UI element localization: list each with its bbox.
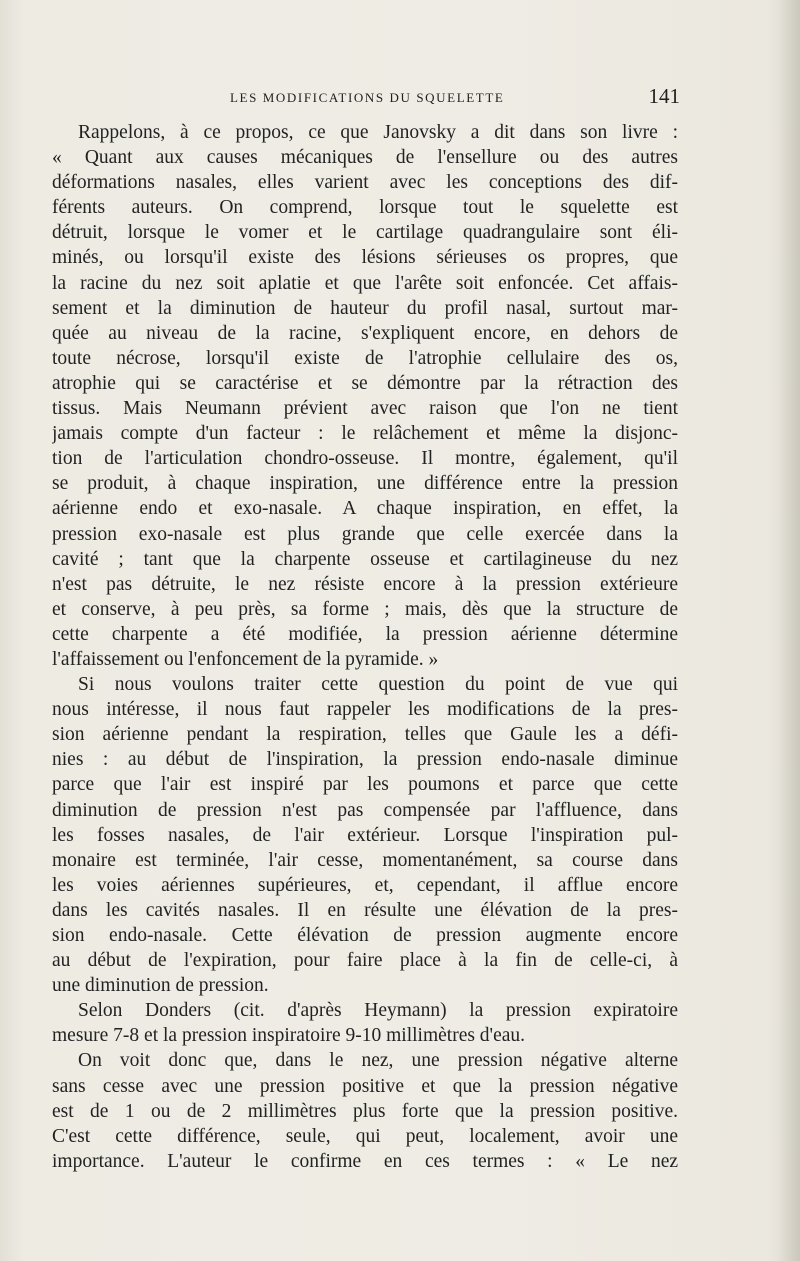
text-line: mesure 7-8 et la pression inspiratoire 9-10 millimètres d'eau. xyxy=(52,1025,526,1047)
page-header xyxy=(222,86,680,110)
text-line: nous intéresse, il nous faut rappeler les modifications de la pres- xyxy=(52,699,678,721)
text-line: est de 1 ou de 2 millimètres plus forte que la pression positive. xyxy=(52,1100,678,1122)
text-line: Si nous voulons traiter cette question du point de vue qui xyxy=(78,674,678,696)
text-line: atrophie qui se caractérise et se démontre par la rétraction des xyxy=(52,372,678,394)
text-line: toute nécrose, lorsqu'il existe de l'atrophie cellulaire des os, xyxy=(52,347,678,369)
text-line: au début de l'expiration, pour faire place à la fin de celle-ci, à xyxy=(52,950,678,972)
text-line: n'est pas détruite, le nez résiste encore à la pression extérieure xyxy=(52,573,678,595)
text-line: aérienne endo et exo-nasale. A chaque inspiration, en effet, la xyxy=(52,498,678,520)
text-line: quée au niveau de la racine, s'expliquent encore, en dehors de xyxy=(52,322,678,344)
page-edge-shadow xyxy=(778,0,800,1261)
text-line: cavité ; tant que la charpente osseuse et cartilagineuse du nez xyxy=(52,548,678,570)
text-line: Selon Donders (cit. d'après Heymann) la pression expiratoire xyxy=(78,1000,678,1022)
running-head: LES MODIFICATIONS DU SQUELETTE xyxy=(230,90,505,105)
text-line: dans les cavités nasales. Il en résulte une élévation de la pres- xyxy=(52,899,678,921)
text-line: sion endo-nasale. Cette élévation de pression augmente encore xyxy=(52,925,678,946)
text-line: monaire est terminée, l'air cesse, momentanément, sa course dans xyxy=(52,849,678,871)
text-line: sans cesse avec une pression positive et que la pression négative xyxy=(52,1075,678,1097)
text-line: On voit donc que, dans le nez, une pression négative alterne xyxy=(78,1050,678,1072)
page-number: 141 xyxy=(648,84,680,108)
text-line: tissus. Mais Neumann prévient avec raison que l'on ne tient xyxy=(52,398,678,420)
text-line: C'est cette différence, seule, qui peut, localement, avoir une xyxy=(52,1125,678,1147)
text-line: jamais compte d'un facteur : le relâchement et même la disjonc- xyxy=(52,423,678,445)
text-line: se produit, à chaque inspiration, une différence entre la pression xyxy=(52,473,678,495)
text-line: pression exo-nasale est plus grande que celle exercée dans la xyxy=(52,523,678,545)
text-line: la racine du nez soit aplatie et que l'arête soit enfoncée. Cet affais- xyxy=(52,272,678,294)
text-line: diminution de pression n'est pas compensée par l'affluence, dans xyxy=(52,799,678,821)
text-line: tion de l'articulation chondro-osseuse. Il montre, également, qu'il xyxy=(52,448,678,470)
text-line: les voies aériennes supérieures, et, cependant, il afflue encore xyxy=(52,874,678,896)
text-line: sion aérienne pendant la respiration, telles que Gaule les a défi- xyxy=(52,724,678,746)
body-text xyxy=(52,120,678,1174)
text-line: sement et la diminution de hauteur du profil nasal, surtout mar- xyxy=(52,297,678,319)
text-line: et conserve, à peu près, sa forme ; mais, dès que la structure de xyxy=(52,598,678,620)
text-line: importance. L'auteur le confirme en ces termes : « Le nez xyxy=(52,1150,678,1172)
text-line: cette charpente a été modifiée, la pression aérienne détermine xyxy=(52,623,678,645)
text-line: parce que l'air est inspiré par les poumons et parce que cette xyxy=(52,774,678,796)
text-line: détruit, lorsque le vomer et le cartilage quadrangulaire sont éli- xyxy=(52,222,678,244)
text-line: « Quant aux causes mécaniques de l'ensellure ou des autres xyxy=(52,147,678,169)
text-line: une diminution de pression. xyxy=(52,975,269,997)
text-line: Rappelons, à ce propos, ce que Janovsky a dit dans son livre : xyxy=(78,122,678,143)
text-line: les fosses nasales, de l'air extérieur. Lorsque l'inspiration pul- xyxy=(52,824,678,846)
text-line: l'affaissement ou l'enfoncement de la pyramide. » xyxy=(52,648,439,670)
text-line: férents auteurs. On comprend, lorsque tout le squelette est xyxy=(52,197,678,219)
text-line: déformations nasales, elles varient avec les conceptions des dif- xyxy=(52,172,678,194)
text-line: minés, ou lorsqu'il existe des lésions sérieuses os propres, que xyxy=(52,247,678,269)
text-line: nies : au début de l'inspiration, la pression endo-nasale diminue xyxy=(52,749,678,771)
